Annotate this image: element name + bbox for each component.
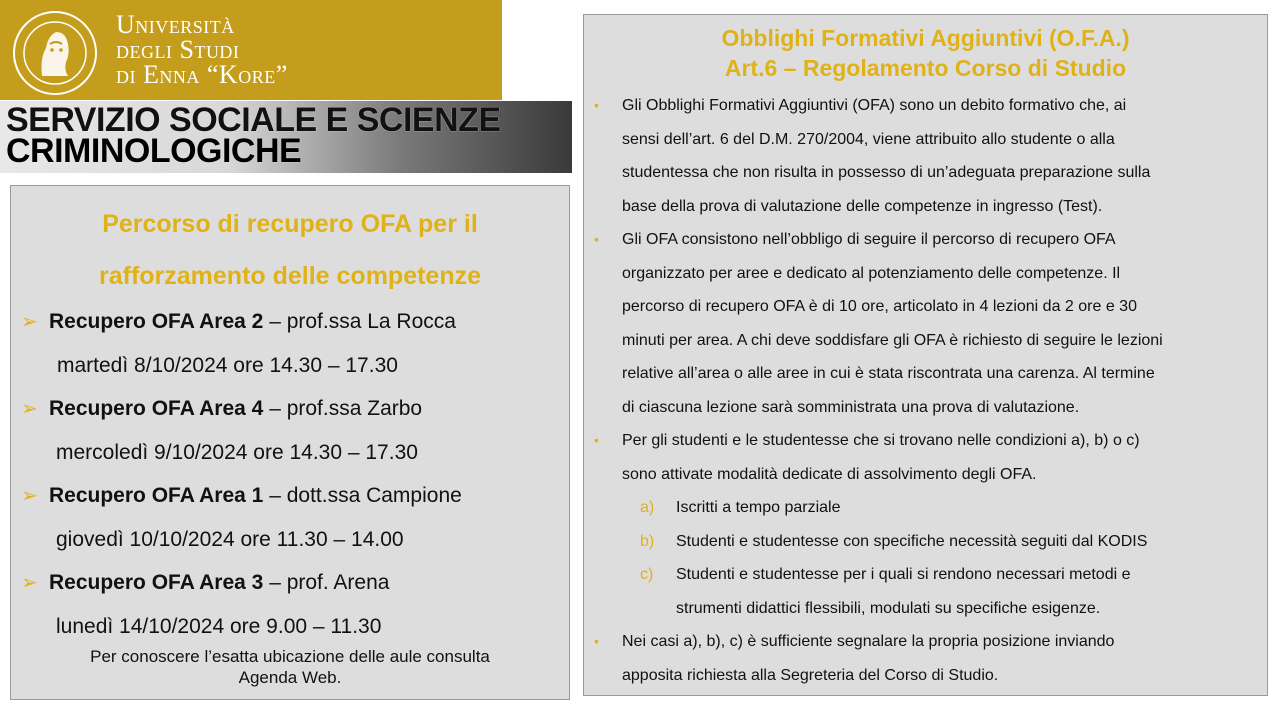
- ofa-course-panel: [10, 185, 570, 700]
- regulation-paragraph: • Per gli studenti e le studentesse che si trovano nelle condizioni a), b) o c) sono attivate modalità dedicate di assolvimento degli OFA.: [592, 424, 1260, 491]
- classroom-location-note: Per conoscere l’esatta ubicazione delle aule consulta Agenda Web.: [90, 647, 490, 687]
- bullet-icon: •: [594, 231, 599, 247]
- bullet-icon: •: [594, 432, 599, 448]
- regulation-paragraph: • Gli Obblighi Formativi Aggiuntivi (OFA) sono un debito formativo che, ai sensi dell’art. 6 del D.M. 270/2004, viene attribuito allo studente o alla studentessa che non risulta in possesso di un’adeguata preparazione sulla base della prova di valutazione delle competenze in ingresso (Test).: [592, 89, 1260, 223]
- course-item: ➢ Recupero OFA Area 4 – prof.ssa Zarbo mercoledì 9/10/2024 ore 14.30 – 17.30: [21, 387, 561, 474]
- bullet-icon: •: [594, 97, 599, 113]
- condition-item: a) Iscritti a tempo parziale: [640, 499, 841, 516]
- regulation-text: [592, 89, 1260, 692]
- university-seal-icon: [12, 10, 98, 96]
- arrow-bullet-icon: ➢: [21, 572, 38, 594]
- banner-line: SERVIZIO SOCIALE E SCIENZE: [6, 101, 501, 139]
- condition-item: b) Studenti e studentesse con specifiche necessità seguiti dal KODIS: [640, 532, 1148, 550]
- arrow-bullet-icon: ➢: [21, 311, 38, 333]
- condition-item: c) Studenti e studentesse per i quali si rendono necessari metodi e strumenti didattici flessibili, modulati su specifiche esigenze.: [640, 566, 1131, 617]
- right-panel-title: Obblighi Formativi Aggiuntivi (O.F.A.) Art.6 – Regolamento Corso di Studio: [721, 25, 1130, 81]
- course-list: [21, 300, 561, 648]
- course-item: ➢ Recupero OFA Area 2 – prof.ssa La Rocca martedì 8/10/2024 ore 14.30 – 17.30: [21, 300, 561, 387]
- regulation-paragraph: • Nei casi a), b), c) è sufficiente segnalare la propria posizione inviando apposita richiesta alla Segreteria del Corso di Studio.: [592, 625, 1260, 692]
- university-name: Università degli Studi di Enna “Kore”: [116, 10, 288, 89]
- banner-line: CRIMINOLOGICHE: [6, 132, 302, 170]
- regulation-paragraph: • Gli OFA consistono nell’obbligo di seguire il percorso di recupero OFA organizzato per aree e dedicato al potenziamento delle competenze. Il percorso di recupero OFA è di 10 ore, articolato in 4 lezioni da 2 ore e 30 minuti per area. A chi deve soddisfare gli OFA è richiesto di seguire le lezioni relative all’area o alle aree in cui è stata riscontrata una carenza. Al termine di ciascuna lezione sarà somministrata una prova di valutazione.: [592, 223, 1260, 424]
- bullet-icon: •: [594, 633, 599, 649]
- course-item: ➢ Recupero OFA Area 1 – dott.ssa Campione giovedì 10/10/2024 ore 11.30 – 14.00: [21, 474, 561, 561]
- arrow-bullet-icon: ➢: [21, 485, 38, 507]
- course-item: ➢ Recupero OFA Area 3 – prof. Arena lunedì 14/10/2024 ore 9.00 – 11.30: [21, 561, 561, 648]
- arrow-bullet-icon: ➢: [21, 398, 38, 420]
- left-panel-title: Percorso di recupero OFA per il rafforzamento delle competenze: [98, 210, 482, 290]
- department-banner: [0, 101, 572, 173]
- ofa-regulation-panel: [583, 14, 1268, 696]
- university-logo-band: [0, 0, 502, 100]
